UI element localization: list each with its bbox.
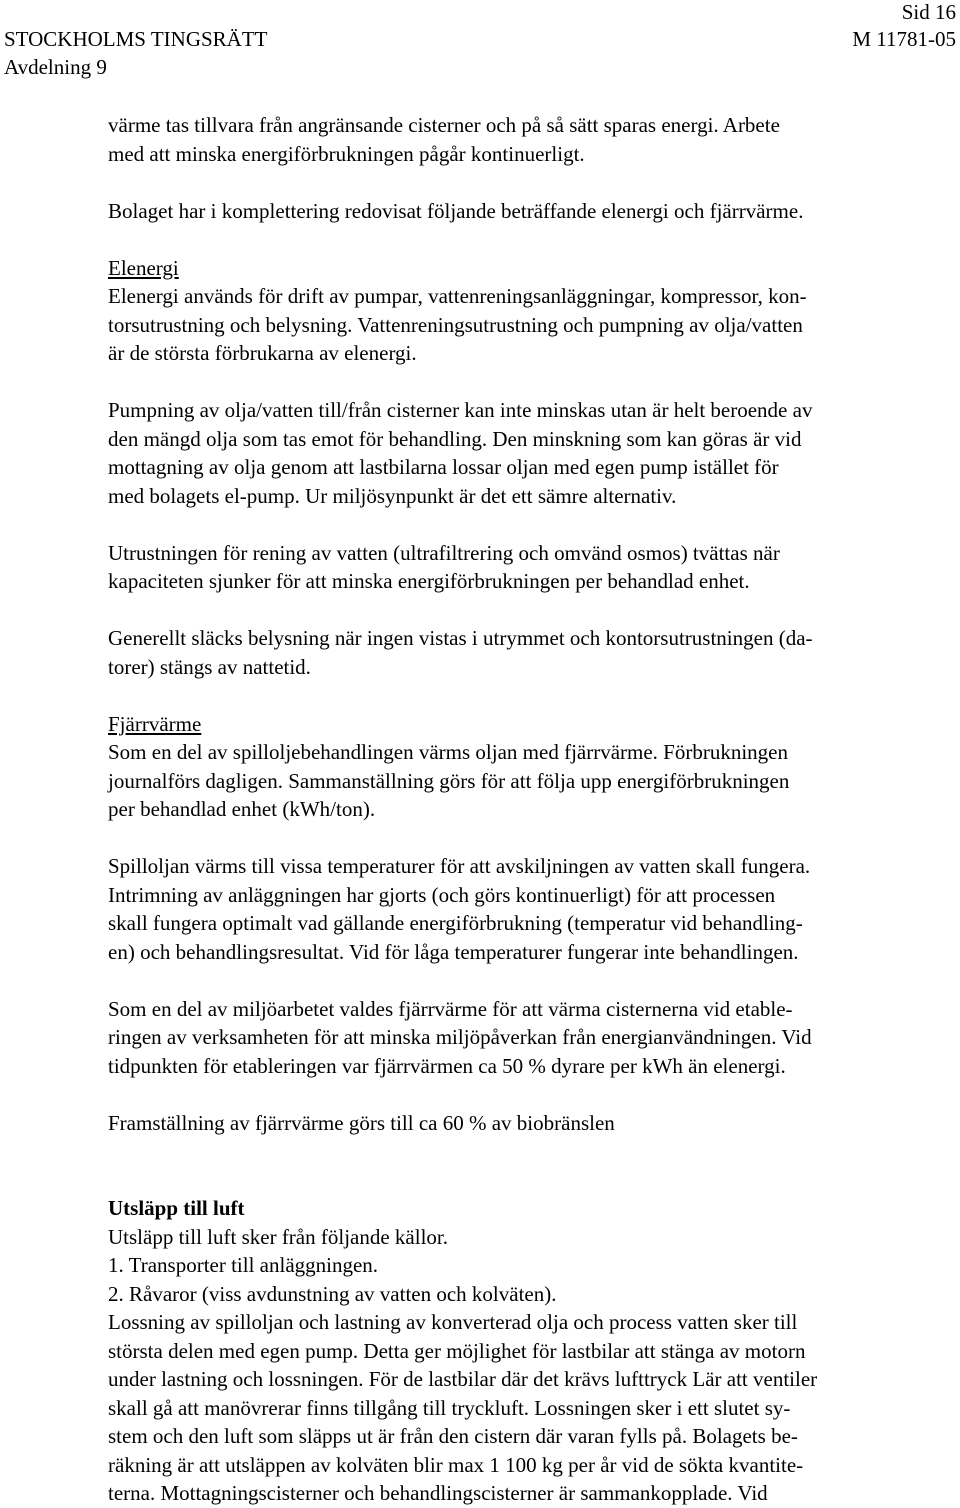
text-line: Utrustningen för rening av vatten (ultrafiltrering och omvänd osmos) tvättas när (108, 540, 780, 565)
text-line: Intrimning av anläggningen har gjorts (och görs kontinuerligt) för att processen (108, 882, 776, 907)
paragraph-lighting (108, 624, 934, 681)
text-line: torer) stängs av nattetid. (108, 654, 311, 679)
text-line: med bolagets el-pump. Ur miljösynpunkt är det ett sämre alternativ. (108, 483, 677, 508)
list-item: 2. Råvaror (viss avdunstning av vatten och kolväten). (108, 1281, 557, 1306)
division-name: Avdelning 9 (4, 55, 107, 79)
heading-elenergi: Elenergi (108, 255, 179, 280)
text-line: räkning är att utsläppen av kolväten blir max 1 100 kg per år vid de sökta kvantite- (108, 1452, 804, 1477)
section-elenergi (108, 254, 934, 368)
text-line: den mängd olja som tas emot för behandling. Den minskning som kan göras är vid (108, 426, 802, 451)
text-line: med att minska energiförbrukningen pågår kontinuerligt. (108, 141, 585, 166)
text-line: största delen med egen pump. Detta ger möjlighet för lastbilar att stänga av motorn (108, 1338, 806, 1363)
paragraph-environment (108, 995, 934, 1081)
text-line: Pumpning av olja/vatten till/från cisterner kan inte minskas utan är helt beroende av (108, 398, 813, 422)
text-line: torsutrustning och belysning. Vattenreningsutrustning och pumpning av olja/vatten (108, 312, 803, 337)
paragraph-heating-oil (108, 852, 934, 966)
text-line: Utsläpp till luft sker från följande källor. (108, 1224, 448, 1249)
text-line: stem och den luft som släpps ut är från den cistern där varan fylls på. Bolagets be- (108, 1424, 798, 1448)
text-line: terna. Mottagningscisterner och behandlingscisterner är sammankopplade. Vid (108, 1481, 768, 1505)
case-number: M 11781-05 (852, 27, 956, 51)
page-number: Sid 16 (901, 0, 956, 24)
paragraph-water-treatment (108, 539, 934, 596)
list-item: 1. Transporter till anläggningen. (108, 1253, 379, 1277)
section-utslapp (108, 1194, 934, 1508)
text-line: kapaciteten sjunker för att minska energiförbrukningen per behandlad enhet. (108, 569, 750, 593)
text-line: journalförs dagligen. Sammanställning görs för att följa upp energiförbrukningen (108, 768, 790, 793)
heading-utslapp: Utsläpp till luft (108, 1196, 245, 1220)
text-line: värme tas tillvara från angränsande cisterner och på så sätt sparas energi. Arbete (108, 113, 780, 137)
paragraph-supplement (108, 197, 934, 226)
paragraph-pumping (108, 396, 934, 510)
court-name: STOCKHOLMS TINGSRÄTT (4, 27, 268, 51)
text-line: Framställning av fjärrvärme görs till ca 60 % av biobränslen (108, 1110, 615, 1135)
paragraph-biofuel (108, 1109, 934, 1138)
text-line: är de största förbrukarna av elenergi. (108, 341, 417, 365)
text-line: Som en del av spilloljebehandlingen värms oljan med fjärrvärme. Förbrukningen (108, 740, 788, 764)
text-line: under lastning och lossningen. För de lastbilar där det krävs lufttryck Lär att ventiler (108, 1367, 818, 1391)
text-line: per behandlad enhet (kWh/ton). (108, 797, 376, 821)
text-line: skall fungera optimalt vad gällande energiförbrukning (temperatur vid behandling- (108, 911, 803, 935)
section-fjarrvarme (108, 710, 934, 824)
text-line: Som en del av miljöarbetet valdes fjärrvärme för att värma cisternerna vid etable- (108, 996, 793, 1021)
text-line: ringen av verksamheten för att minska miljöpåverkan från energianvändningen. Vid (108, 1025, 812, 1049)
text-line: Bolaget har i komplettering redovisat följande beträffande elenergi och fjärrvärme. (108, 198, 804, 223)
text-line: skall gå att manövrerar finns tillgång till tryckluft. Lossningen sker i ett slutet sy- (108, 1395, 791, 1420)
text-line: Elenergi används för drift av pumpar, vattenreningsanläggningar, kompressor, kon- (108, 284, 807, 308)
text-line: tidpunkten för etableringen var fjärrvärmen ca 50 % dyrare per kWh än elenergi. (108, 1053, 786, 1078)
text-line: Spilloljan värms till vissa temperaturer för att avskiljningen av vatten skall fungera. (108, 854, 811, 878)
heading-fjarrvarme: Fjärrvärme (108, 711, 202, 736)
text-line: mottagning av olja genom att lastbilarna lossar oljan med egen pump istället för (108, 455, 779, 479)
text-line: Generellt släcks belysning när ingen vistas i utrymmet och kontorsutrustningen (da- (108, 626, 813, 650)
text-line: en) och behandlingsresultat. Vid för låga temperaturer fungerar inte behandlingen. (108, 939, 799, 964)
document-body (108, 111, 934, 1508)
paragraph-intro (108, 111, 934, 168)
text-line: Lossning av spilloljan och lastning av konverterad olja och process vatten sker till (108, 1310, 798, 1334)
